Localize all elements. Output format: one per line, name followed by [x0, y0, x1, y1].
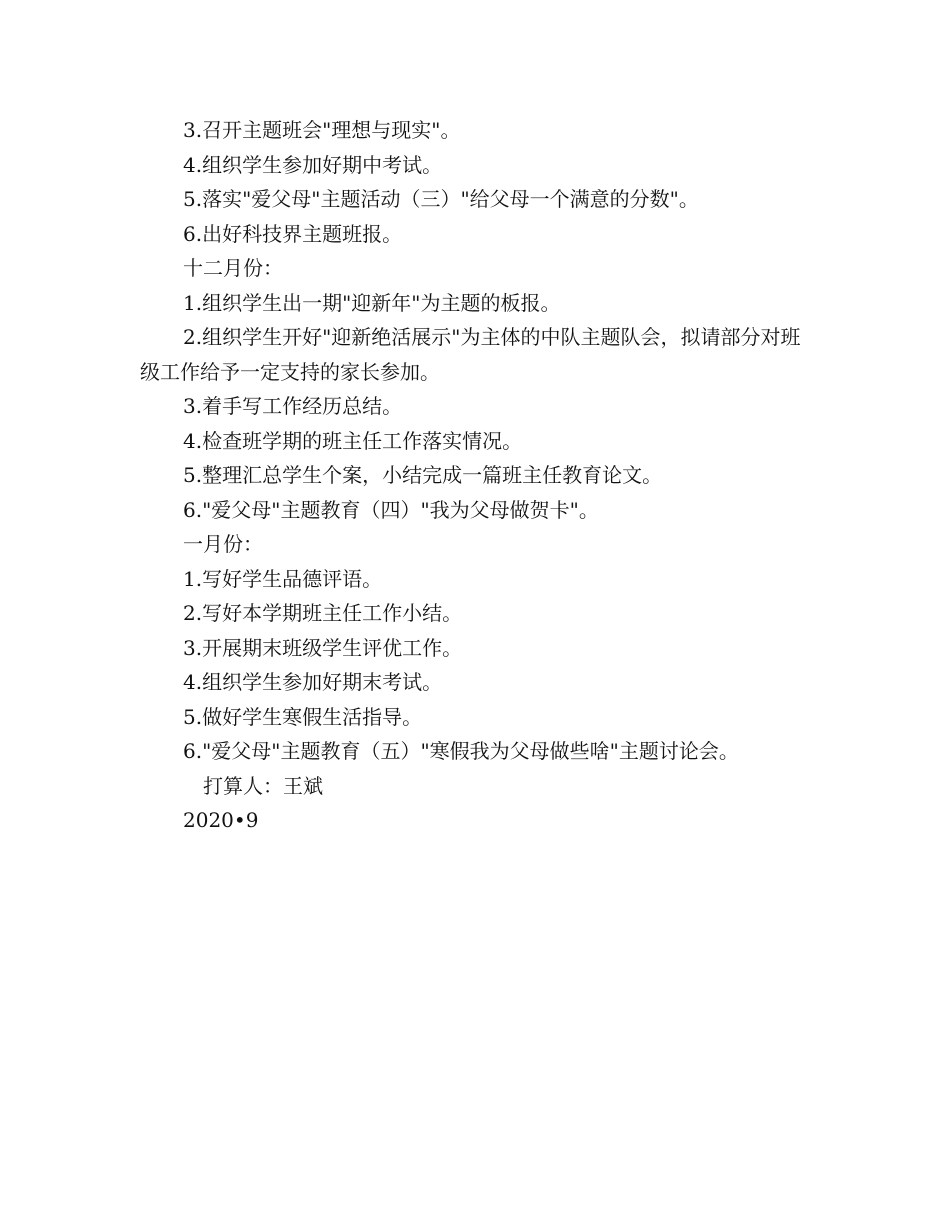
text-line: 5.整理汇总学生个案，小结完成一篇班主任教育论文。 — [183, 463, 663, 487]
signature-line: 打算人：王斌 — [203, 773, 323, 798]
text-line: 6.出好科技界主题班报。 — [183, 221, 403, 246]
text-line: 3.开展期末班级学生评优工作。 — [183, 635, 463, 660]
text-line: 4.检查班学期的班主任工作落实情况。 — [183, 428, 523, 453]
text-line: 4.组织学生参加好期末考试。 — [183, 670, 443, 694]
section-heading-december: 十二月份： — [183, 256, 283, 280]
text-line: 3.召开主题班会"理想与现实"。 — [183, 118, 461, 142]
section-heading-january: 一月份： — [183, 532, 263, 556]
text-line: 6."爱父母"主题教育（四）"我为父母做贺卡"。 — [183, 497, 599, 522]
text-line: 1.组织学生出一期"迎新年"为主题的板报。 — [183, 290, 561, 315]
date-line: 2020•9 — [183, 808, 259, 832]
text-line: 4.组织学生参加好期中考试。 — [183, 152, 443, 177]
text-line: 5.做好学生寒假生活指导。 — [183, 704, 423, 729]
document-body — [140, 113, 820, 838]
text-paragraph: 2.组织学生开好"迎新绝活展示"为主体的中队主题队会，拟请部分对班级工作给予一定支持的家长参加。 — [140, 325, 801, 384]
text-line: 5.落实"爱父母"主题活动（三）"给父母一个满意的分数"。 — [183, 187, 699, 211]
text-line: 3.着手写工作经历总结。 — [183, 394, 403, 418]
text-line: 6."爱父母"主题教育（五）"寒假我为父母做些啥"主题讨论会。 — [183, 739, 739, 763]
text-line: 1.写好学生品德评语。 — [183, 566, 383, 591]
text-line: 2.写好本学期班主任工作小结。 — [183, 601, 463, 625]
